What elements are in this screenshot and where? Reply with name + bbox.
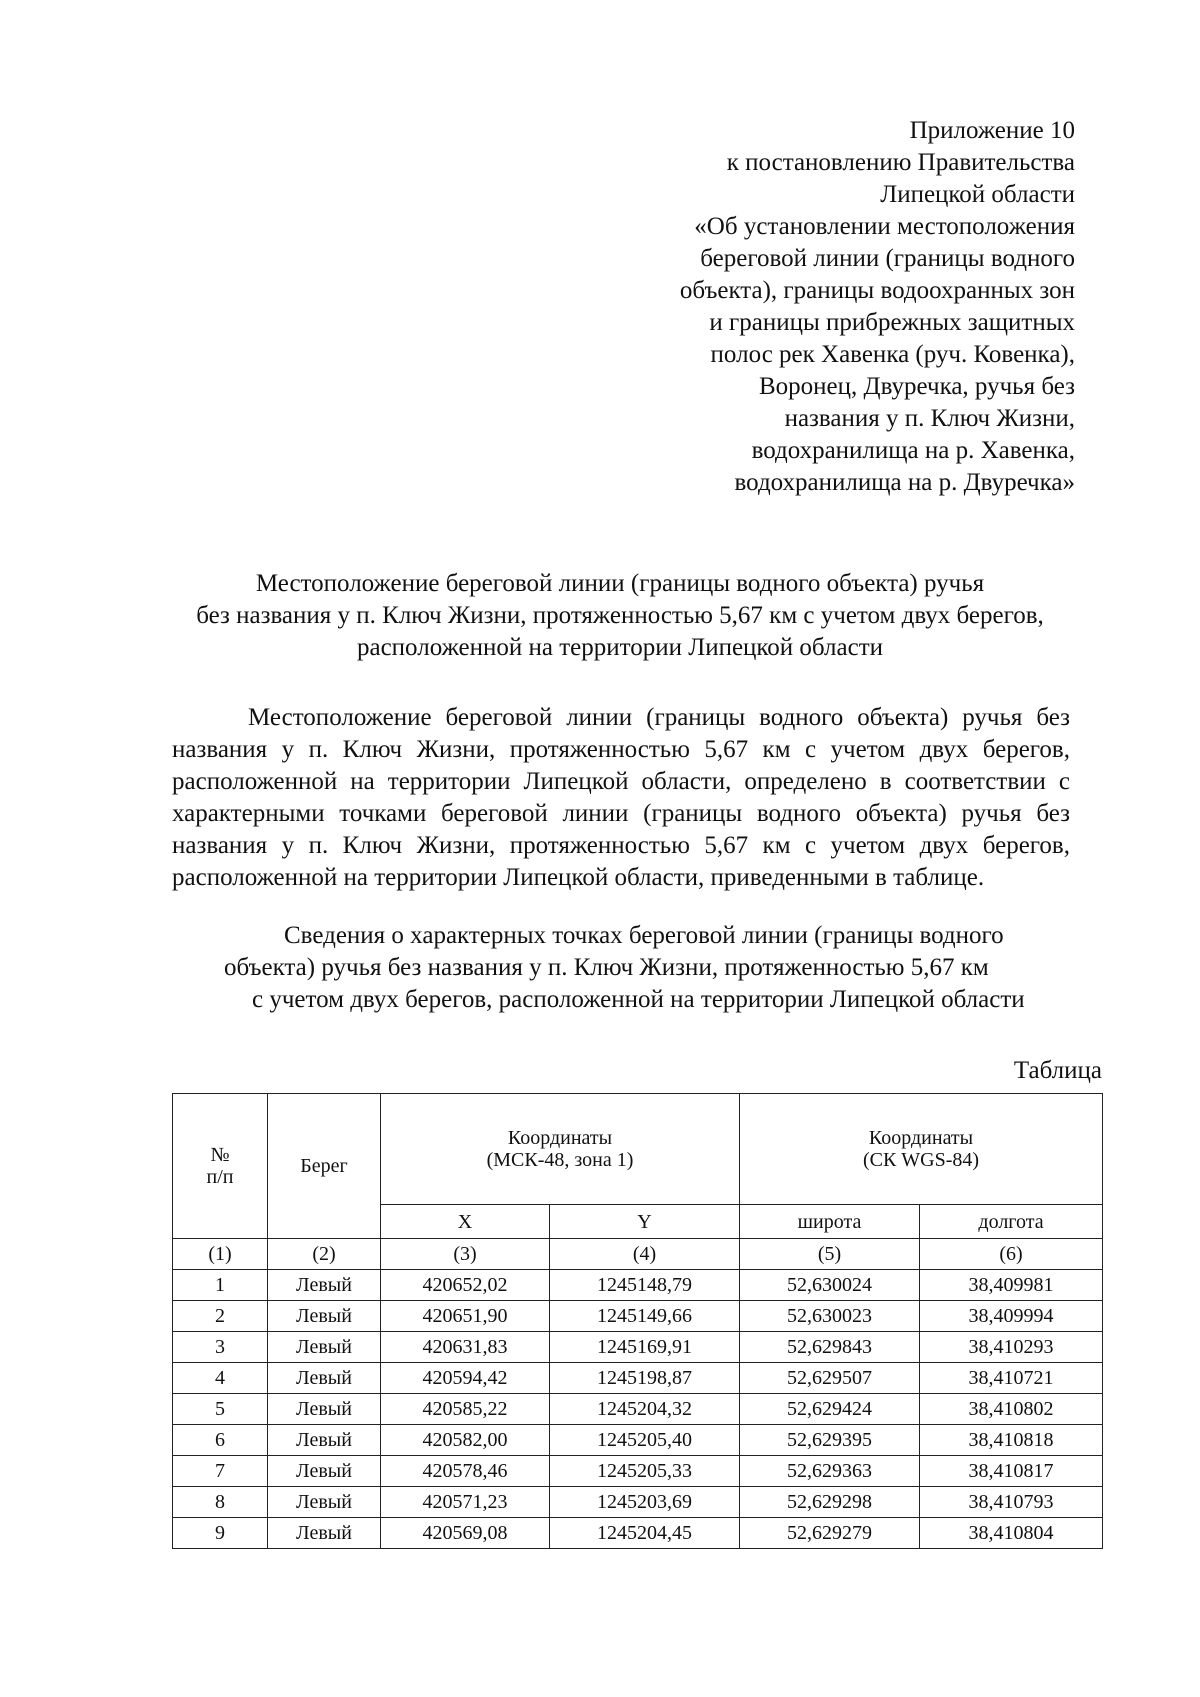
cell-point-number: 4 xyxy=(173,1363,268,1394)
header-longitude: долгота xyxy=(920,1205,1103,1239)
cell-longitude: 38,410804 xyxy=(920,1518,1103,1549)
column-number-row xyxy=(173,1239,1103,1270)
cell-latitude: 52,629298 xyxy=(740,1487,920,1518)
cell-latitude: 52,629279 xyxy=(740,1518,920,1549)
cell-latitude: 52,630024 xyxy=(740,1270,920,1301)
document-heading xyxy=(165,568,1075,664)
column-number: (3) xyxy=(381,1239,550,1270)
appendix-line: к постановлению Правительства xyxy=(726,149,1075,176)
cell-x: 420652,02 xyxy=(381,1270,550,1301)
appendix-line: береговой линии (границы водного xyxy=(700,245,1075,272)
header-msk-system: (МСК-48, зона 1) xyxy=(486,1149,634,1171)
appendix-line: водохранилища на р. Двуречка» xyxy=(734,469,1075,496)
cell-point-number: 6 xyxy=(173,1425,268,1456)
appendix-line: и границы прибрежных защитных xyxy=(709,309,1075,336)
table-row xyxy=(173,1456,1103,1487)
cell-bank: Левый xyxy=(268,1332,381,1363)
cell-y: 1245148,79 xyxy=(550,1270,740,1301)
cell-y: 1245169,91 xyxy=(550,1332,740,1363)
body-paragraph-block xyxy=(172,702,1070,894)
cell-longitude: 38,410817 xyxy=(920,1456,1103,1487)
cell-y: 1245149,66 xyxy=(550,1301,740,1332)
table-title-line: объекта) ручья без названия у п. Ключ Жизни, протяженностью 5,67 км xyxy=(224,954,989,981)
cell-latitude: 52,630023 xyxy=(740,1301,920,1332)
header-wgs-coordinates xyxy=(740,1094,1103,1205)
cell-x: 420594,42 xyxy=(381,1363,550,1394)
cell-x: 420569,08 xyxy=(381,1518,550,1549)
cell-longitude: 38,410293 xyxy=(920,1332,1103,1363)
appendix-line: полос рек Хавенка (руч. Ковенка), xyxy=(710,341,1075,368)
coordinates-table xyxy=(172,1093,1103,1549)
body-paragraph: Местоположение береговой линии (границы водного объекта) ручья без названия у п. Ключ Жизни, протяженностью 5,67 км с учетом двух берегов, расположенной на территории Липецкой области, определено в соответствии с характерными точками береговой линии (границы водного объекта) ручья без названия у п. Ключ Жизни, протяженностью 5,67 км с учетом двух берегов, расположенной на территории Липецкой области, приведенными в таблице. xyxy=(172,704,1070,891)
header-y: Y xyxy=(550,1205,740,1239)
cell-y: 1245203,69 xyxy=(550,1487,740,1518)
cell-x: 420651,90 xyxy=(381,1301,550,1332)
cell-point-number: 9 xyxy=(173,1518,268,1549)
heading-line: Местоположение береговой линии (границы водного объекта) ручья xyxy=(255,570,985,597)
cell-longitude: 38,410721 xyxy=(920,1363,1103,1394)
appendix-line: Приложение 10 xyxy=(909,117,1075,144)
column-number: (5) xyxy=(740,1239,920,1270)
heading-line: без названия у п. Ключ Жизни, протяженностью 5,67 км с учетом двух берегов, xyxy=(196,602,1044,629)
cell-y: 1245204,32 xyxy=(550,1394,740,1425)
cell-bank: Левый xyxy=(268,1456,381,1487)
cell-y: 1245204,45 xyxy=(550,1518,740,1549)
cell-y: 1245198,87 xyxy=(550,1363,740,1394)
cell-point-number: 8 xyxy=(173,1487,268,1518)
cell-x: 420585,22 xyxy=(381,1394,550,1425)
cell-latitude: 52,629843 xyxy=(740,1332,920,1363)
table-row xyxy=(173,1487,1103,1518)
cell-bank: Левый xyxy=(268,1270,381,1301)
table-title xyxy=(200,920,1100,1016)
table-row xyxy=(173,1394,1103,1425)
header-wgs-system: (СК WGS-84) xyxy=(862,1149,980,1171)
table-row xyxy=(173,1332,1103,1363)
cell-longitude: 38,409994 xyxy=(920,1301,1103,1332)
cell-y: 1245205,40 xyxy=(550,1425,740,1456)
appendix-line: Липецкой области xyxy=(880,181,1075,208)
cell-x: 420571,23 xyxy=(381,1487,550,1518)
cell-bank: Левый xyxy=(268,1487,381,1518)
appendix-line: Воронец, Двуречка, ручья без xyxy=(758,373,1075,400)
cell-longitude: 38,409981 xyxy=(920,1270,1103,1301)
appendix-line: «Об установлении местоположения xyxy=(694,213,1075,240)
header-number-abbrev: п/п xyxy=(206,1166,234,1188)
heading-line: расположенной на территории Липецкой области xyxy=(356,634,883,661)
header-number xyxy=(173,1094,268,1239)
cell-x: 420578,46 xyxy=(381,1456,550,1487)
column-number: (6) xyxy=(920,1239,1103,1270)
cell-point-number: 5 xyxy=(173,1394,268,1425)
cell-bank: Левый xyxy=(268,1301,381,1332)
header-number-symbol: № xyxy=(210,1144,230,1166)
header-msk-title: Координаты xyxy=(507,1127,613,1149)
header-latitude: широта xyxy=(740,1205,920,1239)
cell-x: 420631,83 xyxy=(381,1332,550,1363)
table-row xyxy=(173,1270,1103,1301)
table-title-line: с учетом двух берегов, расположенной на территории Липецкой области xyxy=(252,986,1025,1013)
cell-latitude: 52,629363 xyxy=(740,1456,920,1487)
cell-latitude: 52,629424 xyxy=(740,1394,920,1425)
cell-bank: Левый xyxy=(268,1425,381,1456)
table-title-line: Сведения о характерных точках береговой линии (границы водного xyxy=(284,922,1004,949)
cell-x: 420582,00 xyxy=(381,1425,550,1456)
appendix-line: водохранилища на р. Хавенка, xyxy=(751,437,1075,464)
cell-point-number: 2 xyxy=(173,1301,268,1332)
cell-point-number: 7 xyxy=(173,1456,268,1487)
header-x: X xyxy=(381,1205,550,1239)
column-number: (2) xyxy=(268,1239,381,1270)
appendix-line: названия у п. Ключ Жизни, xyxy=(784,405,1075,432)
appendix-block xyxy=(595,115,1075,499)
cell-bank: Левый xyxy=(268,1363,381,1394)
table-row xyxy=(173,1363,1103,1394)
cell-point-number: 3 xyxy=(173,1332,268,1363)
table-label: Таблица xyxy=(1013,1057,1102,1084)
table-row xyxy=(173,1518,1103,1549)
cell-longitude: 38,410802 xyxy=(920,1394,1103,1425)
header-bank: Берег xyxy=(268,1094,381,1239)
cell-y: 1245205,33 xyxy=(550,1456,740,1487)
header-wgs-title: Координаты xyxy=(868,1127,974,1149)
table-row xyxy=(173,1301,1103,1332)
column-number: (1) xyxy=(173,1239,268,1270)
cell-longitude: 38,410818 xyxy=(920,1425,1103,1456)
cell-bank: Левый xyxy=(268,1394,381,1425)
cell-latitude: 52,629507 xyxy=(740,1363,920,1394)
table-row xyxy=(173,1425,1103,1456)
cell-longitude: 38,410793 xyxy=(920,1487,1103,1518)
cell-latitude: 52,629395 xyxy=(740,1425,920,1456)
column-number: (4) xyxy=(550,1239,740,1270)
cell-bank: Левый xyxy=(268,1518,381,1549)
appendix-line: объекта), границы водоохранных зон xyxy=(679,277,1075,304)
header-msk-coordinates xyxy=(381,1094,740,1205)
cell-point-number: 1 xyxy=(173,1270,268,1301)
